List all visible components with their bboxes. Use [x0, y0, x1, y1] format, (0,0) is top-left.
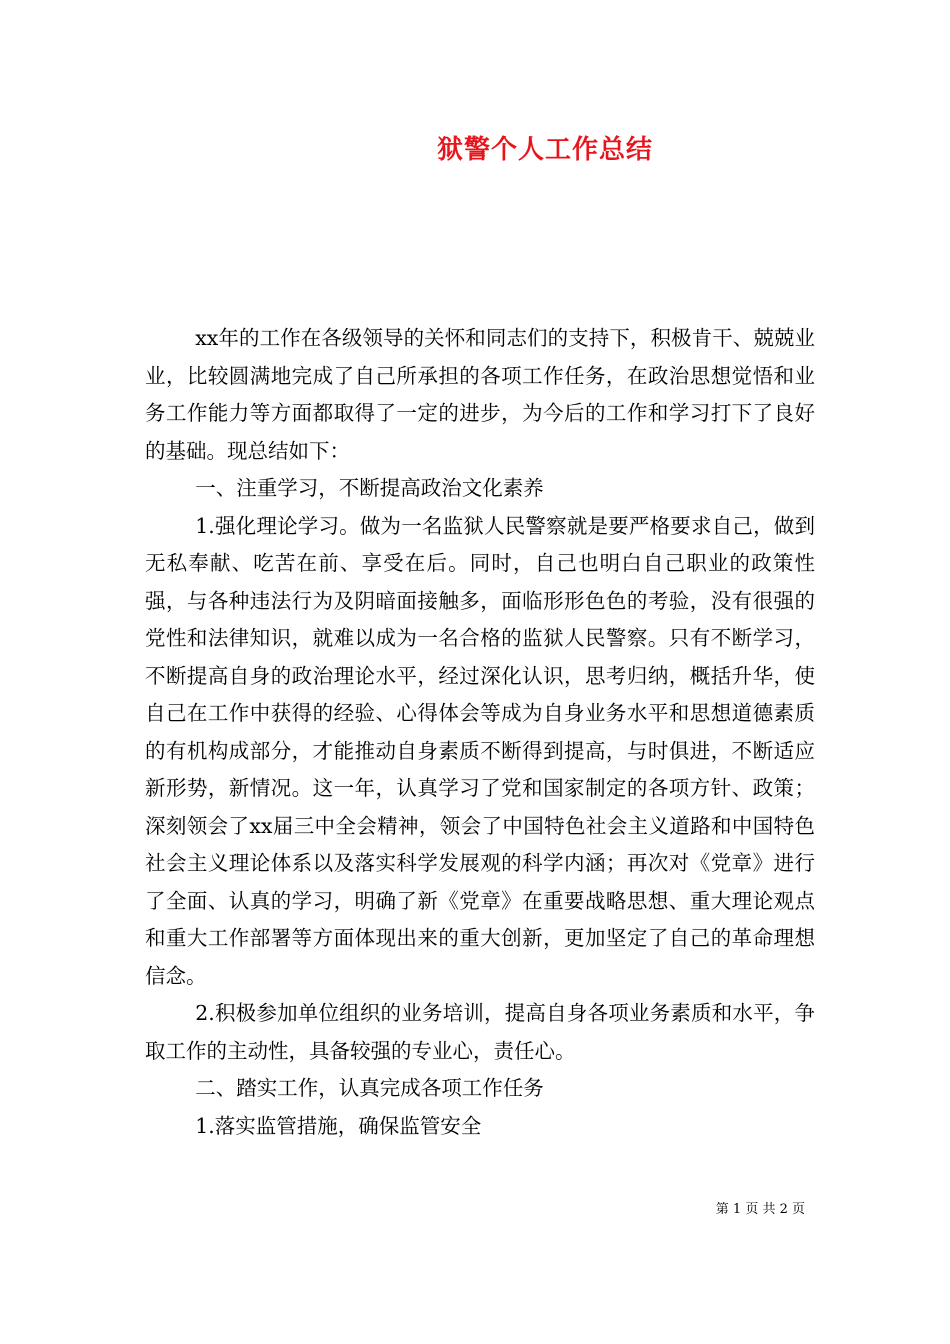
section-heading-1: 一、注重学习，不断提高政治文化素养	[195, 476, 544, 500]
paragraph-2-1: 1.落实监管措施，确保监管安全	[195, 1113, 482, 1138]
page-title: 狱警个人工作总结	[436, 135, 653, 165]
section-heading-2: 二、踏实工作，认真完成各项工作任务	[195, 1076, 544, 1100]
paragraph-1-1: 1.强化理论学习。做为一名监狱人民警察就是要严格要求自己，做到无私奉献、吃苦在前、享受在后。同时，自己也明白自己职业的政策性强，与各种违法行为及阴暗面接触多，面临形形色色的考验，没有很强的党性和法律知识，就难以成为一名合格的监狱人民警察。只有不断学习，不断提高自身的政治理论水平，经过深化认识，思考归纳，概括升华，使自己在工作中获得的经验、心得体会等成为自身业务水平和思想道德素质的有机构成部分，才能推动自身素质不断得到提高，与时俱进，不断适应新形势，新情况。这一年，认真学习了党和国家制定的各项方针、政策；深刻领会了xx届三中全会精神，领会了中国特色社会主义道路和中国特色社会主义理论体系以及落实科学发展观的科学内涵；再次对《党章》进行了全面、认真的学习，明确了新《党章》在重要战略思想、重大理论观点和重大工作部署等方面体现出来的重大创新，更加坚定了自己的革命理想信念。	[145, 513, 815, 988]
paragraph-1-2: 2.积极参加单位组织的业务培训，提高自身各项业务素质和水平，争取工作的主动性，具备较强的专业心，责任心。	[145, 1001, 815, 1063]
intro-paragraph: xx年的工作在各级领导的关怀和同志们的支持下，积极肯干、兢兢业业，比较圆满地完成了自己所承担的各项工作任务，在政治思想觉悟和业务工作能力等方面都取得了一定的进步，为今后的工作和学习打下了良好的基础。现总结如下：	[145, 326, 815, 463]
document-body	[145, 320, 815, 1145]
page-number-footer: 第 1 页 共 2 页	[715, 1202, 805, 1217]
